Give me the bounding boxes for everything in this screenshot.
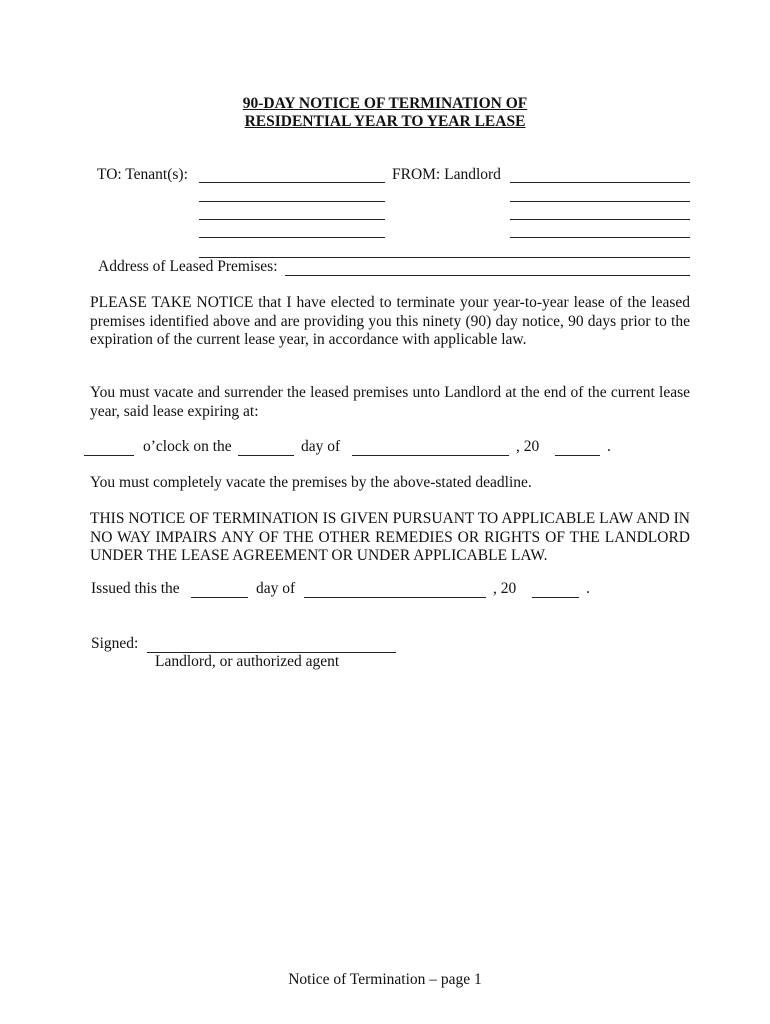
document-title-line-2 bbox=[0, 113, 770, 131]
issued-period: . bbox=[586, 580, 590, 597]
page-footer: Notice of Termination – page 1 bbox=[288, 971, 482, 988]
signer-caption: Landlord, or authorized agent bbox=[155, 653, 340, 670]
to-tenants-label: TO: Tenant(s): bbox=[97, 166, 188, 183]
signature-field[interactable] bbox=[147, 636, 396, 653]
tenant-name-field-2[interactable] bbox=[199, 185, 385, 202]
oclock-text: o’clock on the bbox=[143, 438, 232, 455]
issued-day-of-text: day of bbox=[256, 580, 296, 597]
landlord-name-field-3[interactable] bbox=[510, 203, 690, 220]
expiry-day-of-text: day of bbox=[301, 438, 341, 455]
tenant-name-field-1[interactable] bbox=[199, 166, 385, 183]
from-landlord-label: FROM: Landlord bbox=[392, 166, 501, 183]
address-field[interactable] bbox=[285, 259, 690, 276]
issued-label: Issued this the bbox=[91, 580, 180, 597]
vacate-paragraph: You must vacate and surrender the leased premises unto Landlord at the end of the current lease year, said lease expiring at: bbox=[90, 384, 690, 420]
legal-paragraph: THIS NOTICE OF TERMINATION IS GIVEN PURSUANT TO APPLICABLE LAW AND IN NO WAY IMPAIRS ANY OF THE OTHER REMEDIES OR RIGHTS OF THE LANDLORD UNDER THE LEASE AGREEMENT OR UNDER APPLICABLE LAW. bbox=[90, 510, 690, 564]
expiry-day-field[interactable] bbox=[238, 439, 294, 456]
expiry-month-field[interactable] bbox=[352, 439, 509, 456]
landlord-name-field-1[interactable] bbox=[510, 166, 690, 183]
title-text-2: RESIDENTIAL YEAR TO YEAR LEASE bbox=[244, 113, 526, 130]
document-title-line-1 bbox=[0, 95, 770, 113]
expiry-hour-field[interactable] bbox=[84, 439, 134, 456]
issued-day-field[interactable] bbox=[191, 581, 248, 598]
expiry-year-field[interactable] bbox=[555, 439, 600, 456]
tenant-name-field-3[interactable] bbox=[199, 203, 385, 220]
issued-year-field[interactable] bbox=[532, 581, 579, 598]
expiry-period: . bbox=[607, 438, 611, 455]
signed-label: Signed: bbox=[91, 635, 139, 652]
title-text-1: 90-DAY NOTICE OF TERMINATION OF bbox=[242, 95, 528, 112]
landlord-name-field-2[interactable] bbox=[510, 185, 690, 202]
issued-month-field[interactable] bbox=[304, 581, 486, 598]
deadline-paragraph: You must completely vacate the premises by the above-stated deadline. bbox=[90, 474, 532, 491]
tenant-name-field-4[interactable] bbox=[199, 221, 385, 238]
notice-paragraph: PLEASE TAKE NOTICE that I have elected to terminate your year-to-year lease of the leased premises identified above and are providing you this ninety (90) day notice, 90 days prior to the expiration of the current lease year, in accordance with applicable law. bbox=[90, 294, 690, 348]
issued-year-prefix: , 20 bbox=[493, 580, 517, 597]
expiry-year-prefix: , 20 bbox=[516, 438, 540, 455]
address-label: Address of Leased Premises: bbox=[98, 258, 278, 275]
landlord-name-field-4[interactable] bbox=[510, 221, 690, 238]
